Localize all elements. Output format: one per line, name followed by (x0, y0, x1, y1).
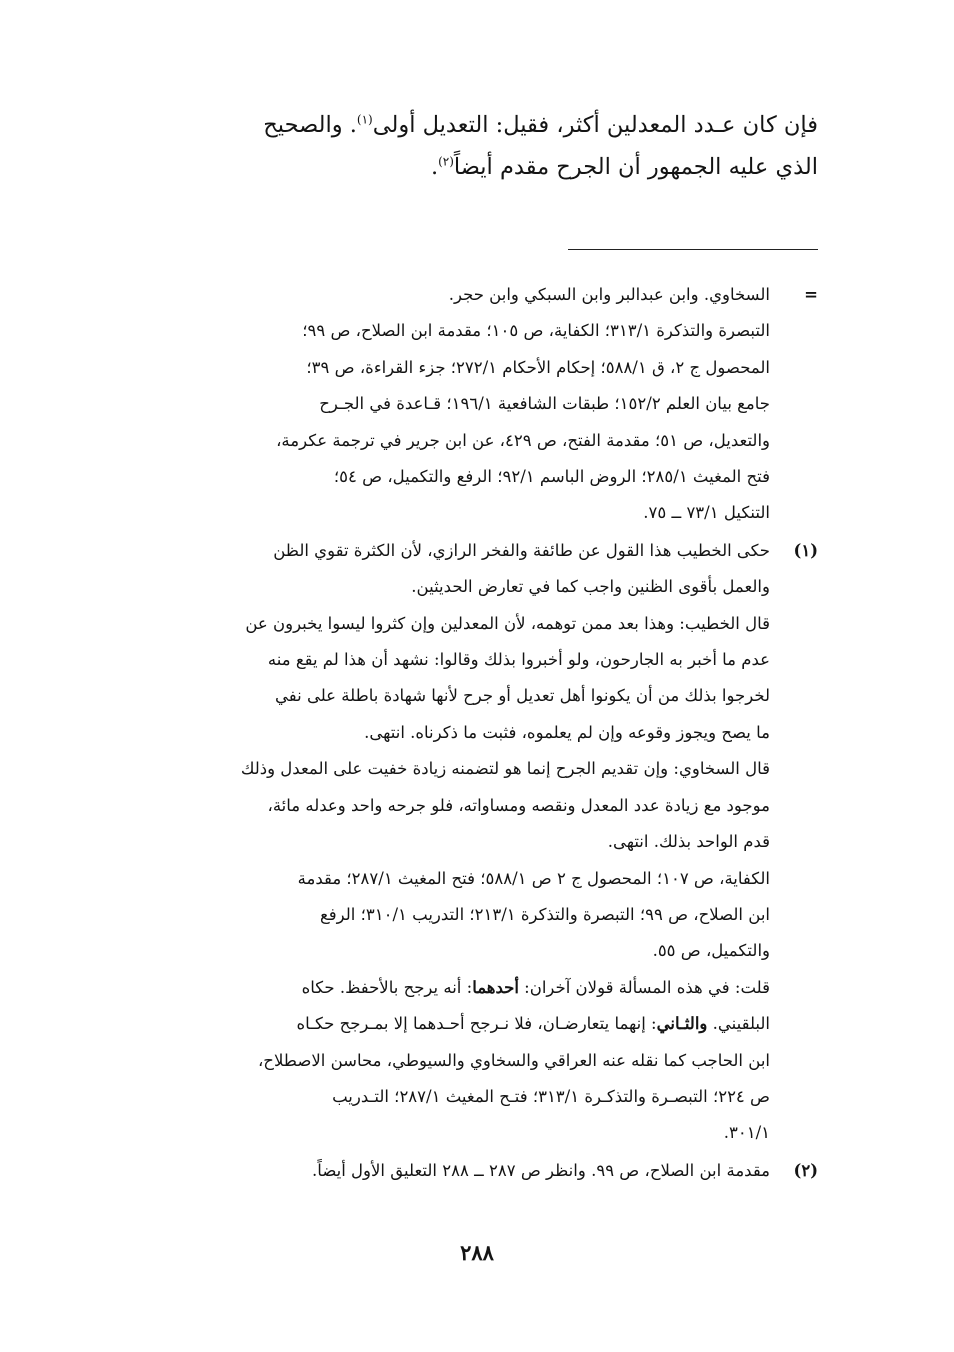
footnote-separator (568, 249, 818, 250)
footnote-line: موجود مع زيادة عدد المعدل ونقصه ومساواته، فلو جرحه واحد وعدله مائة، (267, 795, 770, 815)
footnote-line: فتح المغيث ٢٨٥/١؛ الروض الباسم ٩٢/١؛ الرفع والتكميل، ص ٥٤؛ (333, 467, 770, 487)
footnote-line: لخرجوا بذلك من أن يكونوا أهل تعديل أو جرح لأنها شهادة باطلة على نفي (275, 686, 770, 706)
main-text (118, 104, 818, 188)
footnote-line (118, 970, 770, 1006)
continuation-mark: = (804, 285, 818, 304)
footnote-line: حكى الخطيب هذا القول عن طائفة والفخر الرازي، لأن الكثرة تقوي الظن (273, 540, 770, 560)
footnote-line: قال الخطيب: وهذا بعد ممن توهمه، لأن المعدلين وإن كثروا ليسوا يخبرون عن (245, 613, 770, 633)
footnote-line: المحصول ج ٢، ق ٥٨٨/١؛ إحكام الأحكام ٢٧٢/١؛ جزء القراءة، ص ٣٩؛ (306, 357, 770, 377)
main-text-segment: فإن كان عـدد المعدلين أكثر، فقيل: التعديل أولى (372, 112, 818, 138)
footnote-ref-1[interactable]: (١) (356, 112, 373, 127)
footnote-line: التبصرة والتذكرة ٣١٣/١؛ الكفاية، ص ١٠٥؛ مقدمة ابن الصلاح، ص ٩٩؛ (302, 321, 770, 341)
footnotes (118, 277, 818, 1189)
bold-term: والثـاني (656, 1014, 708, 1034)
bold-term: أحدهما (472, 977, 519, 997)
footnote-line: ٣٠١/١. (723, 1123, 770, 1143)
main-text-segment: . (430, 154, 439, 180)
main-line-1 (118, 104, 818, 146)
page-content (118, 104, 818, 1180)
footnote-1 (118, 533, 818, 1152)
footnote-line: قدم الواحد بذلك. انتهى. (607, 832, 770, 852)
main-text-segment: الذي عليه الجمهور أن الجرح مقدم أيضاً (453, 154, 818, 180)
footnote-line: قال السخاوي: وإن تقديم الجرح إنما هو لتضمنه زيادة خفيت على المعدل وذلك (240, 759, 770, 779)
footnote-line: السخاوي. وابن عبدالبر وابن السبكي وابن حجر. (448, 285, 770, 304)
footnote-line: ابن الحاجب كما نقله عنه العراقي والسخاوي والسيوطي، محاسن الاصطلاح، (257, 1050, 770, 1070)
footnote-text: : إنهما يتعارضـان، فلا نـرجح أحـدهما إلا بمـرجح حكـاه (296, 1014, 657, 1034)
footnote-line: ابن الصلاح، ص ٩٩؛ التبصرة والتذكرة ٢١٣/١؛ التدريب ٣١٠/١؛ الرفع (320, 904, 770, 924)
footnote-line: عدم ما أخبر به الجارحون، ولو أخبروا بذلك وقالوا: نشهد أن هذا لم يقع منه (267, 650, 770, 670)
footnote-line (118, 1006, 770, 1042)
footnote-ref-2[interactable]: (٢) (438, 154, 454, 169)
footnote-line: ما يصح ويجوز وقوعه وإن لم يعلموه، فثبت ما ذكرناه. انتهى. (364, 722, 770, 742)
footnote-line: مقدمة ابن الصلاح، ص ٩٩. وانظر ص ٢٨٧ ــ ٢٨٨ التعليق الأول أيضاً. (312, 1160, 770, 1180)
main-line-2 (118, 146, 818, 188)
footnote-line: والعمل بأقوى الظنين واجب كما في تعارض الحديثين. (411, 577, 770, 597)
footnote-continued (118, 277, 818, 532)
footnote-line: الكفاية، ص ١٠٧؛ المحصول ج ٢ ص ٥٨٨/١؛ فتح المغيث ٢٨٧/١؛ مقدمة (297, 868, 770, 888)
footnote-line: التنكيل ٧٣/١ ــ ٧٥. (643, 503, 770, 523)
footnote-line: والتعديل، ص ٥١؛ مقدمة الفتح، ص ٤٢٩، عن ابن جرير في ترجمة عكرمة، (276, 430, 770, 450)
footnote-text: : أنه يرجح بالأحفظ. حكاه (301, 977, 473, 997)
footnote-1-mark: (١) (793, 540, 818, 560)
page-number: ٢٨٨ (460, 1240, 494, 1265)
footnote-2 (118, 1153, 818, 1189)
main-text-segment: . والصحيح (263, 112, 357, 138)
footnote-text: البلقيني. (707, 1014, 770, 1034)
footnote-line: جامع بيان العلم ١٥٢/٢؛ طبقات الشافعية ١٩٦/١؛ قـاعدة في الجـرح (319, 394, 770, 414)
footnote-line: ص ٢٢٤؛ التبصـرة والتذكـرة ٣١٣/١؛ فتـح المغيث ٢٨٧/١؛ التـدريب (332, 1086, 770, 1106)
footnote-text: قلت: في هذه المسألة قولان آخران: (518, 977, 770, 997)
footnote-line: والتكميل، ص ٥٥. (652, 941, 770, 961)
footnote-2-mark: (٢) (793, 1160, 818, 1180)
